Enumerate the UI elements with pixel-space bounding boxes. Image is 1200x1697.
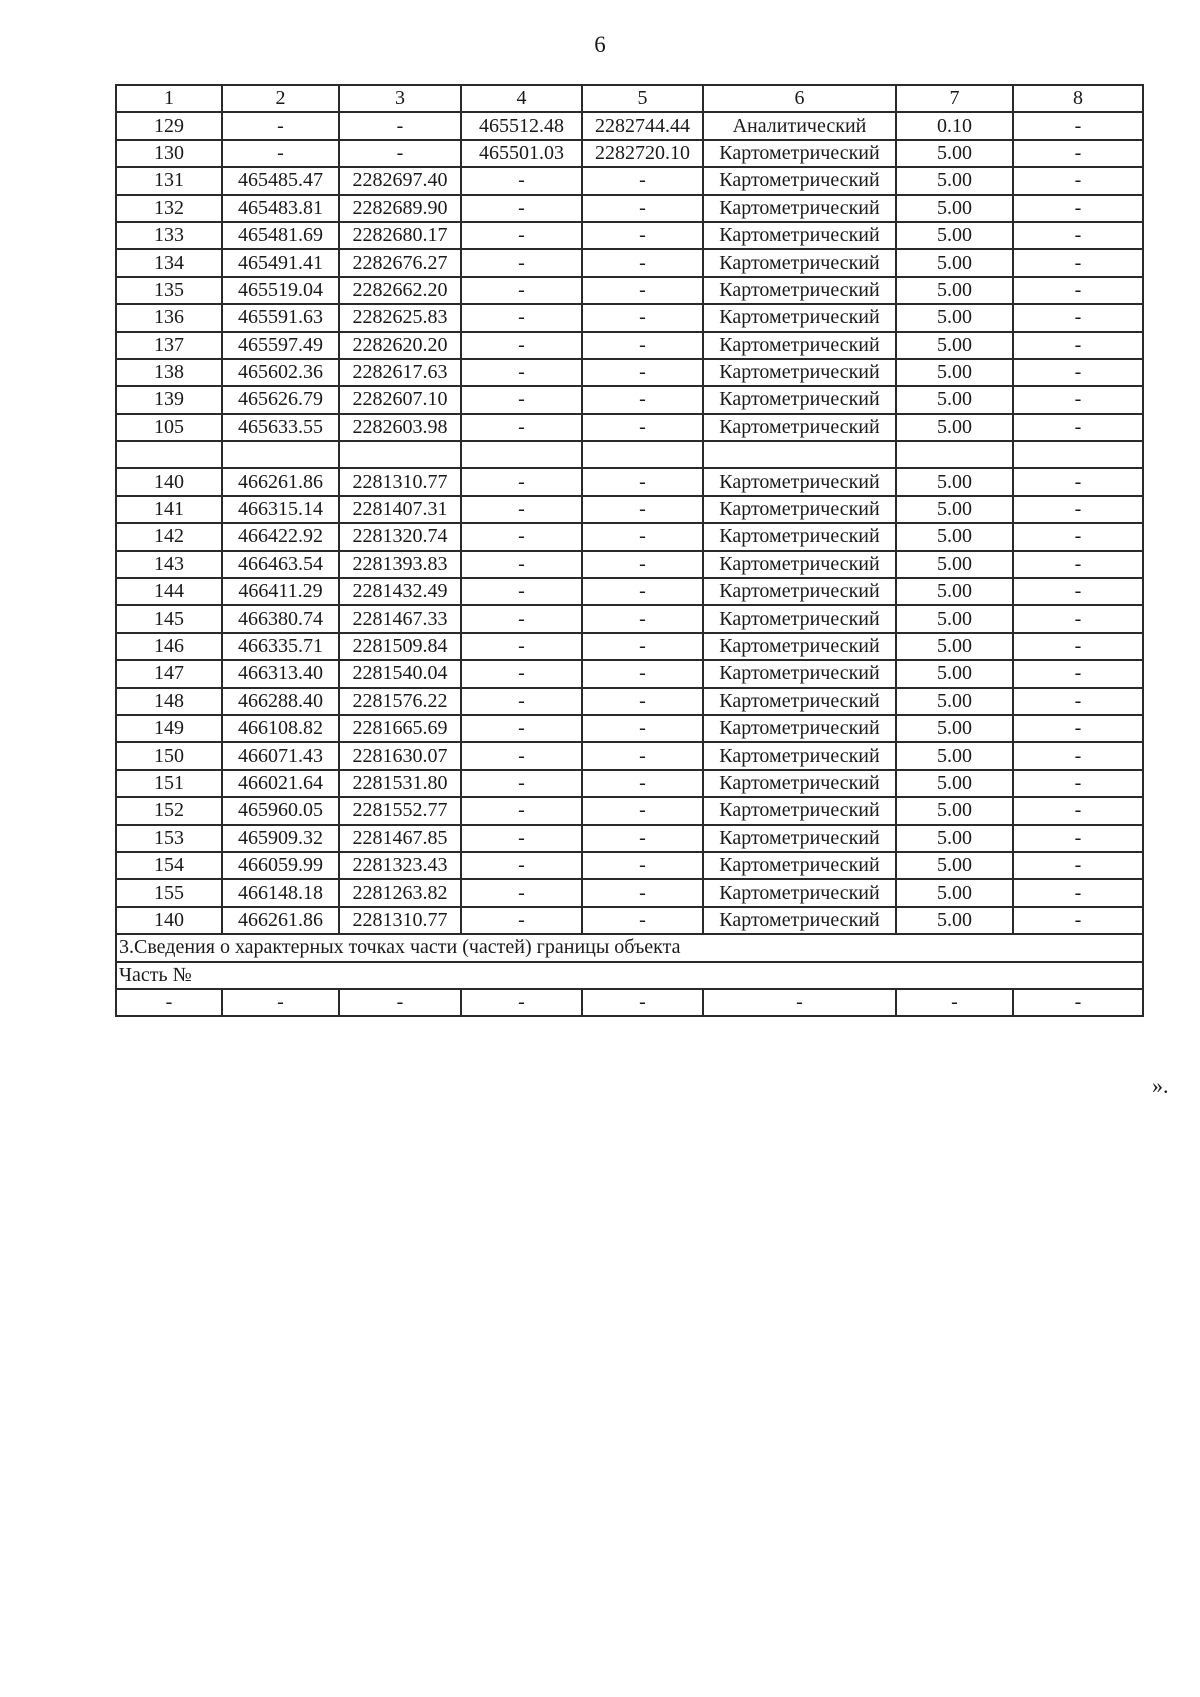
table-cell: -: [1013, 907, 1143, 934]
table-cell: -: [1013, 660, 1143, 687]
table-cell: -: [1013, 989, 1143, 1016]
table-cell: -: [461, 715, 582, 742]
table-cell: 465602.36: [222, 359, 339, 386]
table-cell: 5.00: [896, 414, 1013, 441]
table-cell: -: [582, 797, 703, 824]
part-label-row: [116, 962, 1143, 989]
table-cell: Картометрический: [703, 167, 896, 194]
table-cell: 2282607.10: [339, 386, 461, 413]
table-cell: -: [582, 304, 703, 331]
table-cell: 2281467.85: [339, 825, 461, 852]
table-cell: Картометрический: [703, 496, 896, 523]
page-number: 6: [594, 32, 606, 57]
table-cell: 132: [116, 195, 222, 222]
table-cell: -: [1013, 633, 1143, 660]
table-cell: 152: [116, 797, 222, 824]
table-cell: -: [582, 989, 703, 1016]
table-cell: 2281576.22: [339, 688, 461, 715]
table-cell: Картометрический: [703, 633, 896, 660]
table-cell: 2281320.74: [339, 523, 461, 550]
table-cell: -: [1013, 468, 1143, 495]
table-cell: -: [1013, 715, 1143, 742]
table-cell: -: [582, 825, 703, 852]
table-cell: 145: [116, 605, 222, 632]
table-body: [116, 85, 1143, 1016]
table-cell: [116, 441, 222, 468]
table-cell: [582, 441, 703, 468]
table-cell: 2281407.31: [339, 496, 461, 523]
table-cell: -: [582, 605, 703, 632]
table-cell: -: [1013, 386, 1143, 413]
table-cell: 5.00: [896, 140, 1013, 167]
table-cell: -: [582, 551, 703, 578]
table-cell: Картометрический: [703, 797, 896, 824]
table-row: [116, 825, 1143, 852]
table-cell: -: [1013, 523, 1143, 550]
table-cell: -: [222, 989, 339, 1016]
table-cell: -: [582, 523, 703, 550]
table-row: [116, 359, 1143, 386]
table-cell: Картометрический: [703, 332, 896, 359]
table-cell: Картометрический: [703, 222, 896, 249]
table-row: [116, 797, 1143, 824]
table-cell: -: [339, 140, 461, 167]
table-row: [116, 249, 1143, 276]
table-cell: Картометрический: [703, 249, 896, 276]
table-row: [116, 578, 1143, 605]
table-cell: -: [582, 633, 703, 660]
table-row: [116, 414, 1143, 441]
table-cell: 5.00: [896, 605, 1013, 632]
table-row: [116, 112, 1143, 139]
table-cell: -: [582, 496, 703, 523]
table-cell: [339, 441, 461, 468]
table-row: [116, 441, 1143, 468]
table-cell: -: [461, 195, 582, 222]
table-cell: Картометрический: [703, 277, 896, 304]
table-cell: 465626.79: [222, 386, 339, 413]
table-cell: 465519.04: [222, 277, 339, 304]
table-cell: -: [1013, 304, 1143, 331]
table-cell: Картометрический: [703, 660, 896, 687]
table-cell: 137: [116, 332, 222, 359]
table-header-row: [116, 85, 1143, 112]
table-cell: -: [582, 359, 703, 386]
table-cell: 466288.40: [222, 688, 339, 715]
table-cell: 2282676.27: [339, 249, 461, 276]
table-cell: Картометрический: [703, 825, 896, 852]
table-row: [116, 551, 1143, 578]
table-cell: 6: [703, 85, 896, 112]
table-cell: [1013, 441, 1143, 468]
table-row: [116, 496, 1143, 523]
table-cell: -: [582, 414, 703, 441]
table-cell: -: [1013, 222, 1143, 249]
table-cell: 131: [116, 167, 222, 194]
table-cell: -: [461, 688, 582, 715]
table-cell: -: [1013, 879, 1143, 906]
table-cell: [703, 441, 896, 468]
table-cell: 5.00: [896, 879, 1013, 906]
table-cell: [461, 441, 582, 468]
table-cell: Картометрический: [703, 852, 896, 879]
table-cell: 2281467.33: [339, 605, 461, 632]
table-cell: 466315.14: [222, 496, 339, 523]
table-cell: -: [461, 167, 582, 194]
table-cell: 5.00: [896, 907, 1013, 934]
table-cell: 466313.40: [222, 660, 339, 687]
table-cell: 5.00: [896, 715, 1013, 742]
table-cell: 5.00: [896, 797, 1013, 824]
table-cell: 7: [896, 85, 1013, 112]
table-cell: 2282603.98: [339, 414, 461, 441]
table-cell: 2: [222, 85, 339, 112]
table-cell: 5.00: [896, 660, 1013, 687]
table-cell: -: [461, 578, 582, 605]
table-cell: -: [461, 468, 582, 495]
table-cell: -: [582, 195, 703, 222]
part-row: [116, 989, 1143, 1016]
table-row: [116, 386, 1143, 413]
table-cell: 466261.86: [222, 907, 339, 934]
table-cell: 2281393.83: [339, 551, 461, 578]
table-cell: -: [1013, 249, 1143, 276]
table-cell: -: [461, 304, 582, 331]
table-cell: Картометрический: [703, 770, 896, 797]
table-cell: -: [1013, 167, 1143, 194]
table-cell: -: [461, 989, 582, 1016]
part-label-row-cell: Часть №: [116, 962, 1143, 989]
table-cell: 465909.32: [222, 825, 339, 852]
table-row: [116, 633, 1143, 660]
table-cell: -: [1013, 496, 1143, 523]
table-cell: -: [461, 386, 582, 413]
table-cell: -: [116, 989, 222, 1016]
table-cell: -: [582, 907, 703, 934]
table-cell: -: [1013, 551, 1143, 578]
table-cell: 147: [116, 660, 222, 687]
table-cell: -: [582, 742, 703, 769]
table-cell: Картометрический: [703, 605, 896, 632]
table-cell: -: [461, 605, 582, 632]
table-cell: -: [461, 879, 582, 906]
table-cell: 5.00: [896, 249, 1013, 276]
table-cell: -: [1013, 359, 1143, 386]
table-cell: 466148.18: [222, 879, 339, 906]
table-cell: 2281432.49: [339, 578, 461, 605]
table-cell: 2282662.20: [339, 277, 461, 304]
table-cell: 2282625.83: [339, 304, 461, 331]
table-cell: 8: [1013, 85, 1143, 112]
table-cell: Картометрический: [703, 140, 896, 167]
table-cell: 5.00: [896, 496, 1013, 523]
table-row: [116, 852, 1143, 879]
table-cell: -: [461, 770, 582, 797]
table-cell: 143: [116, 551, 222, 578]
table-cell: -: [339, 989, 461, 1016]
table-row: [116, 770, 1143, 797]
table-cell: 144: [116, 578, 222, 605]
table-cell: -: [1013, 742, 1143, 769]
table-cell: 1: [116, 85, 222, 112]
table-cell: Картометрический: [703, 715, 896, 742]
table-cell: -: [582, 468, 703, 495]
table-cell: -: [222, 112, 339, 139]
table-cell: 0.10: [896, 112, 1013, 139]
table-cell: -: [461, 359, 582, 386]
table-cell: -: [461, 660, 582, 687]
table-cell: -: [582, 852, 703, 879]
table-cell: 465960.05: [222, 797, 339, 824]
table-cell: 466335.71: [222, 633, 339, 660]
table-cell: 148: [116, 688, 222, 715]
table-cell: 2281310.77: [339, 468, 461, 495]
section-title-row-cell: 3.Сведения о характерных точках части (частей) границы объекта: [116, 934, 1143, 961]
table-cell: 5.00: [896, 359, 1013, 386]
table-cell: Картометрический: [703, 386, 896, 413]
table-cell: -: [222, 140, 339, 167]
table-cell: -: [582, 249, 703, 276]
table-cell: -: [1013, 797, 1143, 824]
table-cell: 141: [116, 496, 222, 523]
table-cell: 2281552.77: [339, 797, 461, 824]
table-cell: -: [1013, 277, 1143, 304]
table-cell: -: [582, 222, 703, 249]
table-cell: -: [461, 907, 582, 934]
table-cell: -: [1013, 688, 1143, 715]
table-row: [116, 332, 1143, 359]
table-cell: [896, 441, 1013, 468]
table-cell: -: [1013, 770, 1143, 797]
table-cell: 139: [116, 386, 222, 413]
table-cell: [222, 441, 339, 468]
table-cell: 465633.55: [222, 414, 339, 441]
table-cell: 5.00: [896, 304, 1013, 331]
table-cell: -: [1013, 332, 1143, 359]
table-cell: 5.00: [896, 195, 1013, 222]
table-row: [116, 222, 1143, 249]
table-row: [116, 907, 1143, 934]
table-cell: 5.00: [896, 468, 1013, 495]
table-cell: -: [461, 523, 582, 550]
table-cell: 5.00: [896, 167, 1013, 194]
table-cell: Картометрический: [703, 468, 896, 495]
table-cell: -: [1013, 578, 1143, 605]
table-cell: 5.00: [896, 825, 1013, 852]
table-cell: 5.00: [896, 633, 1013, 660]
table-cell: -: [582, 660, 703, 687]
table-cell: 150: [116, 742, 222, 769]
table-cell: 140: [116, 468, 222, 495]
table-cell: 5.00: [896, 770, 1013, 797]
table-cell: Картометрический: [703, 523, 896, 550]
table-cell: -: [582, 578, 703, 605]
table-cell: -: [461, 222, 582, 249]
table-cell: 5.00: [896, 277, 1013, 304]
table-cell: 2282680.17: [339, 222, 461, 249]
table-cell: -: [703, 989, 896, 1016]
table-cell: -: [461, 277, 582, 304]
table-cell: 2282689.90: [339, 195, 461, 222]
table-cell: 138: [116, 359, 222, 386]
table-cell: 465512.48: [461, 112, 582, 139]
table-cell: 136: [116, 304, 222, 331]
table-cell: 5.00: [896, 551, 1013, 578]
table-cell: 5.00: [896, 852, 1013, 879]
table-cell: 465485.47: [222, 167, 339, 194]
table-cell: -: [582, 879, 703, 906]
table-cell: -: [461, 852, 582, 879]
table-cell: 466422.92: [222, 523, 339, 550]
table-cell: 2282620.20: [339, 332, 461, 359]
table-row: [116, 742, 1143, 769]
table-cell: 2281540.04: [339, 660, 461, 687]
table-cell: -: [461, 551, 582, 578]
table-cell: 465501.03: [461, 140, 582, 167]
table-cell: Картометрический: [703, 359, 896, 386]
table-cell: 466380.74: [222, 605, 339, 632]
table-cell: 142: [116, 523, 222, 550]
table-cell: -: [339, 112, 461, 139]
table-cell: -: [1013, 140, 1143, 167]
table-cell: 2281310.77: [339, 907, 461, 934]
table-cell: 5.00: [896, 386, 1013, 413]
table-row: [116, 167, 1143, 194]
table-cell: -: [896, 989, 1013, 1016]
table-cell: 5.00: [896, 222, 1013, 249]
table-row: [116, 688, 1143, 715]
table-row: [116, 468, 1143, 495]
table-cell: 5.00: [896, 578, 1013, 605]
table-cell: Картометрический: [703, 688, 896, 715]
table-row: [116, 304, 1143, 331]
table-cell: Картометрический: [703, 907, 896, 934]
table-cell: 2281665.69: [339, 715, 461, 742]
table-cell: -: [461, 797, 582, 824]
table-cell: 465483.81: [222, 195, 339, 222]
table-cell: Картометрический: [703, 414, 896, 441]
table-cell: 2282697.40: [339, 167, 461, 194]
table-cell: 130: [116, 140, 222, 167]
table-cell: 466411.29: [222, 578, 339, 605]
table-cell: -: [461, 414, 582, 441]
table-cell: -: [1013, 112, 1143, 139]
table-row: [116, 277, 1143, 304]
table-cell: 466021.64: [222, 770, 339, 797]
table-row: [116, 605, 1143, 632]
table-cell: -: [582, 386, 703, 413]
table-cell: Аналитический: [703, 112, 896, 139]
table-cell: Картометрический: [703, 578, 896, 605]
table-cell: Картометрический: [703, 742, 896, 769]
table-cell: -: [582, 770, 703, 797]
table-cell: 465591.63: [222, 304, 339, 331]
table-cell: 3: [339, 85, 461, 112]
table-cell: -: [582, 715, 703, 742]
table-cell: 5.00: [896, 688, 1013, 715]
table-cell: 466071.43: [222, 742, 339, 769]
table-cell: 135: [116, 277, 222, 304]
table-cell: -: [582, 277, 703, 304]
table-cell: -: [1013, 414, 1143, 441]
table-cell: 2281263.82: [339, 879, 461, 906]
table-cell: -: [461, 825, 582, 852]
table-cell: -: [461, 633, 582, 660]
table-cell: -: [1013, 195, 1143, 222]
table-cell: 2282744.44: [582, 112, 703, 139]
table-cell: 5.00: [896, 742, 1013, 769]
table-cell: 466261.86: [222, 468, 339, 495]
table-cell: 5.00: [896, 332, 1013, 359]
closing-quote: ».: [1152, 1073, 1169, 1098]
table-cell: 465491.41: [222, 249, 339, 276]
table-row: [116, 715, 1143, 742]
table-cell: -: [461, 742, 582, 769]
table-cell: 155: [116, 879, 222, 906]
table-cell: -: [461, 496, 582, 523]
table-cell: Картометрический: [703, 879, 896, 906]
table-cell: 2281630.07: [339, 742, 461, 769]
table-row: [116, 195, 1143, 222]
table-cell: 153: [116, 825, 222, 852]
table-cell: 134: [116, 249, 222, 276]
table-cell: -: [582, 332, 703, 359]
table-cell: -: [1013, 825, 1143, 852]
table-cell: 2282720.10: [582, 140, 703, 167]
table-row: [116, 660, 1143, 687]
table-row: [116, 523, 1143, 550]
table-cell: 2281323.43: [339, 852, 461, 879]
table-cell: -: [582, 688, 703, 715]
table-cell: 154: [116, 852, 222, 879]
table-cell: Картометрический: [703, 195, 896, 222]
table-cell: 133: [116, 222, 222, 249]
section-title-row: [116, 934, 1143, 961]
table-cell: 466108.82: [222, 715, 339, 742]
table-cell: -: [461, 332, 582, 359]
table-cell: 465481.69: [222, 222, 339, 249]
table-cell: -: [1013, 852, 1143, 879]
table-cell: 129: [116, 112, 222, 139]
table-cell: -: [1013, 605, 1143, 632]
table-cell: 5.00: [896, 523, 1013, 550]
table-cell: 2281509.84: [339, 633, 461, 660]
table-cell: 466059.99: [222, 852, 339, 879]
table-row: [116, 879, 1143, 906]
table-cell: 4: [461, 85, 582, 112]
table-cell: Картометрический: [703, 304, 896, 331]
table-row: [116, 140, 1143, 167]
table-cell: 2282617.63: [339, 359, 461, 386]
coordinates-table: [115, 84, 1144, 1017]
table-cell: 465597.49: [222, 332, 339, 359]
table-cell: Картометрический: [703, 551, 896, 578]
table-cell: 151: [116, 770, 222, 797]
table-cell: 2281531.80: [339, 770, 461, 797]
table-cell: 105: [116, 414, 222, 441]
table-cell: 466463.54: [222, 551, 339, 578]
table-cell: -: [461, 249, 582, 276]
table-cell: 140: [116, 907, 222, 934]
table-cell: -: [582, 167, 703, 194]
table-cell: 5: [582, 85, 703, 112]
table-cell: 149: [116, 715, 222, 742]
table-cell: 146: [116, 633, 222, 660]
